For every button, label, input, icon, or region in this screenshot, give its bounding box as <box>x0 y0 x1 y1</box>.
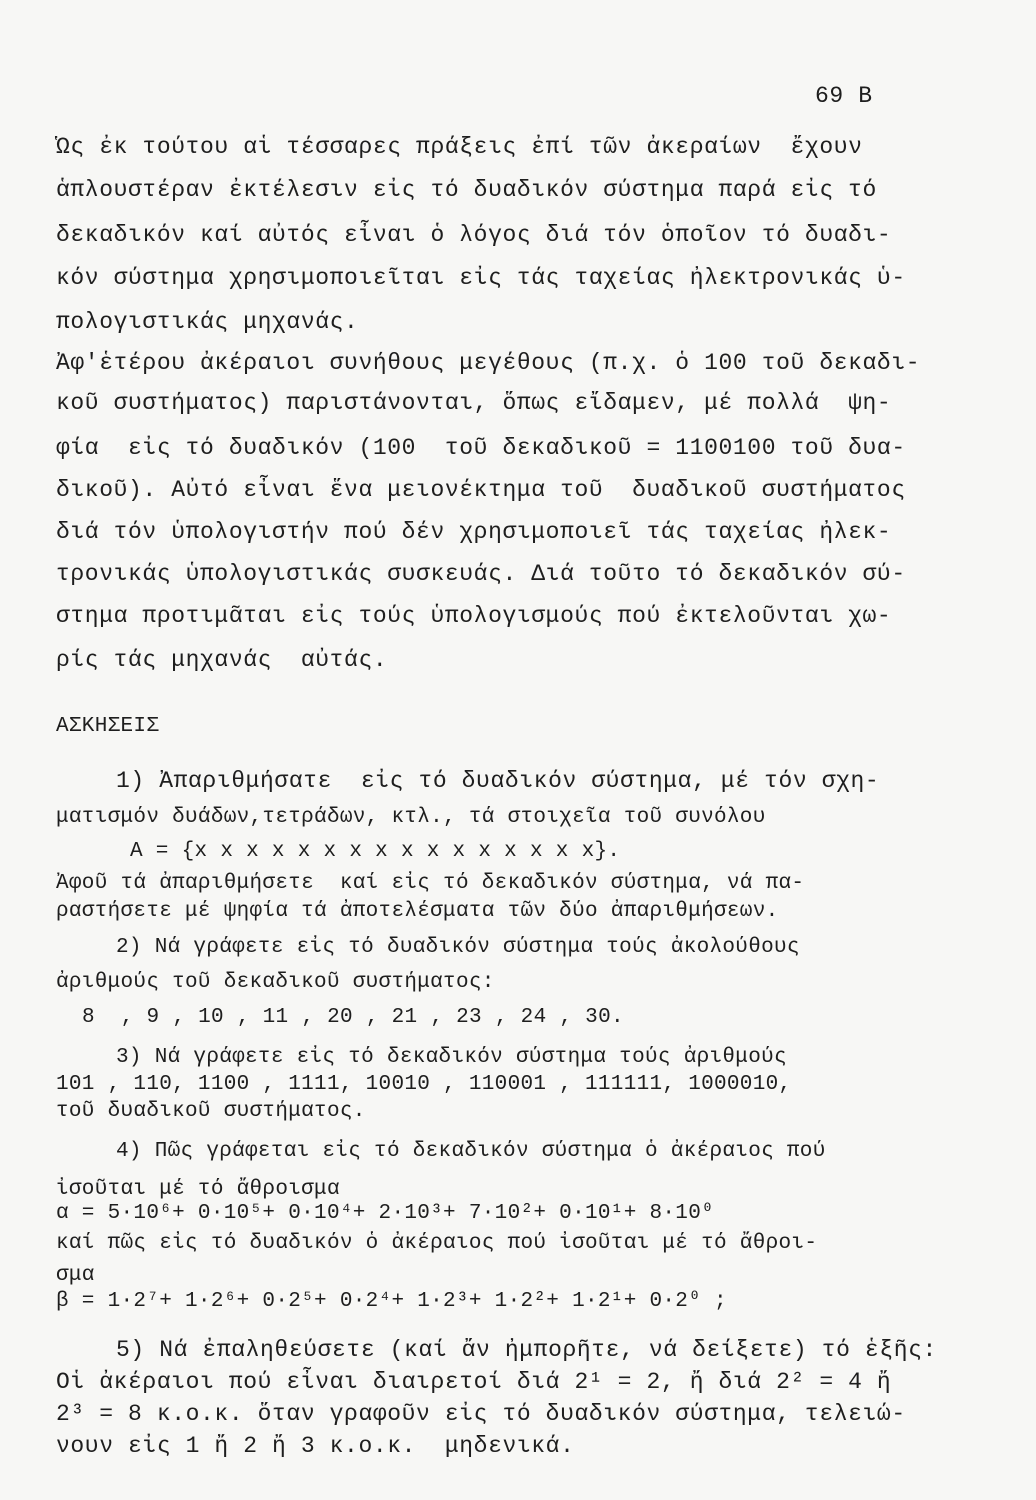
paragraph-line: διά τόν ὑπολογιστήν πού δέν χρησιμοποιεῖ τάς ταχείας ἠλεκ- <box>56 519 892 545</box>
exercise-line: νουν εἰς 1 ἤ 2 ἤ 3 κ.ο.κ. μηδενικά. <box>56 1433 575 1459</box>
exercises-heading: ΑΣΚΗΣΕΙΣ <box>56 715 160 738</box>
exercise-line: 2³ = 8 κ.ο.κ. ὅταν γραφοῦν εἰς τό δυαδικόν σύστημα, τελειώ- <box>56 1401 906 1427</box>
exercise-line: 4) Πῶς γράφεται εἰς τό δεκαδικόν σύστημα ὁ ἀκέραιος πού <box>116 1140 826 1163</box>
paragraph-line: δεκαδικόν καί αὐτός εἶναι ὁ λόγος διά τόν ὁποῖον τό δυαδι- <box>56 222 892 248</box>
paragraph-line: Ὡς ἐκ τούτου αἱ τέσσαρες πράξεις ἐπί τῶν ἀκεραίων ἔχουν <box>56 134 863 160</box>
exercise-line: 1) Ἀπαριθμήσατε εἰς τό δυαδικόν σύστημα, μέ τόν σχη- <box>116 768 880 794</box>
exercise-line: 8 , 9 , 10 , 11 , 20 , 21 , 23 , 24 , 30. <box>82 1006 624 1029</box>
paragraph-line: πολογιστικάς μηχανάς. <box>56 309 359 335</box>
exercise-line: Οἱ ἀκέραιοι πού εἶναι διαιρετοί διά 2¹ = 2, ἤ διά 2² = 4 ἤ <box>56 1369 892 1395</box>
paragraph-line: στημα προτιμᾶται εἰς τούς ὑπολογισμούς πού ἐκτελοῦνται χω- <box>56 603 892 629</box>
formula-beta: β = 1·2⁷+ 1·2⁶+ 0·2⁵+ 0·2⁴+ 1·2³+ 1·2²+ 1·2¹+ 0·2⁰ ; <box>56 1290 727 1313</box>
paragraph-line: δικοῦ). Αὐτό εἶναι ἕνα μειονέκτημα τοῦ δυαδικοῦ συστήματος <box>56 477 906 503</box>
exercise-line: σμα <box>56 1264 95 1287</box>
paragraph-line: τρονικάς ὑπολογιστικάς συσκευάς. Διά τοῦτο τό δεκαδικόν σύ- <box>56 561 906 587</box>
formula-alpha: α = 5·10⁶+ 0·10⁵+ 0·10⁴+ 2·10³+ 7·10²+ 0·10¹+ 8·10⁰ <box>56 1202 715 1225</box>
exercise-line: ραστήσετε μέ ψηφία τά ἀποτελέσματα τῶν δύο ἀπαριθμήσεων. <box>56 900 779 923</box>
paragraph-line: ρίς τάς μηχανάς αὐτάς. <box>56 647 388 673</box>
paragraph-line: Ἀφ'ἑτέρου ἀκέραιοι συνήθους μεγέθους (π.χ. ὁ 100 τοῦ δεκαδι- <box>56 350 921 376</box>
exercise-line: Ἀφοῦ τά ἀπαριθμήσετε καί εἰς τό δεκαδικόν σύστημα, νά πα- <box>56 872 805 895</box>
exercise-line: 101 , 110, 1100 , 1111, 10010 , 110001 , 111111, 1000010, <box>56 1073 792 1096</box>
exercise-line: ἀριθμούς τοῦ δεκαδικοῦ συστήματος: <box>56 971 495 994</box>
paragraph-line: κόν σύστημα χρησιμοποιεῖται εἰς τάς ταχείας ἠλεκτρονικάς ὑ- <box>56 265 906 291</box>
exercise-line: 5) Νά ἐπαληθεύσετε (καί ἄν ἠμπορῆτε, νά δείξετε) τό ἑξῆς: <box>116 1337 937 1363</box>
paragraph-line: ἁπλουστέραν ἐκτέλεσιν εἰς τό δυαδικόν σύστημα παρά εἰς τό <box>56 177 877 203</box>
exercise-line: τοῦ δυαδικοῦ συστήματος. <box>56 1100 366 1123</box>
exercise-line: ματισμόν δυάδων,τετράδων, κτλ., τά στοιχεῖα τοῦ συνόλου <box>56 806 766 829</box>
exercise-line: 2) Νά γράφετε εἰς τό δυαδικόν σύστημα τούς ἀκολούθους <box>116 936 800 959</box>
paragraph-line: κοῦ συστήματος) παριστάνονται, ὅπως εἴδαμεν, μέ πολλά ψη- <box>56 390 892 416</box>
exercise-line: καί πῶς εἰς τό δυαδικόν ὁ ἀκέραιος πού ἰσοῦται μέ τό ἄθροι- <box>56 1232 818 1255</box>
set-definition: A = {x x x x x x x x x x x x x x x x}. <box>130 840 621 863</box>
page-number: 69 B <box>815 83 873 109</box>
exercise-line: ἰσοῦται μέ τό ἄθροισμα <box>56 1178 340 1201</box>
exercise-line: 3) Νά γράφετε εἰς τό δεκαδικόν σύστημα τούς ἀριθμούς <box>116 1046 787 1069</box>
paragraph-line: φία εἰς τό δυαδικόν (100 τοῦ δεκαδικοῦ = 1100100 τοῦ δυα- <box>56 435 906 461</box>
